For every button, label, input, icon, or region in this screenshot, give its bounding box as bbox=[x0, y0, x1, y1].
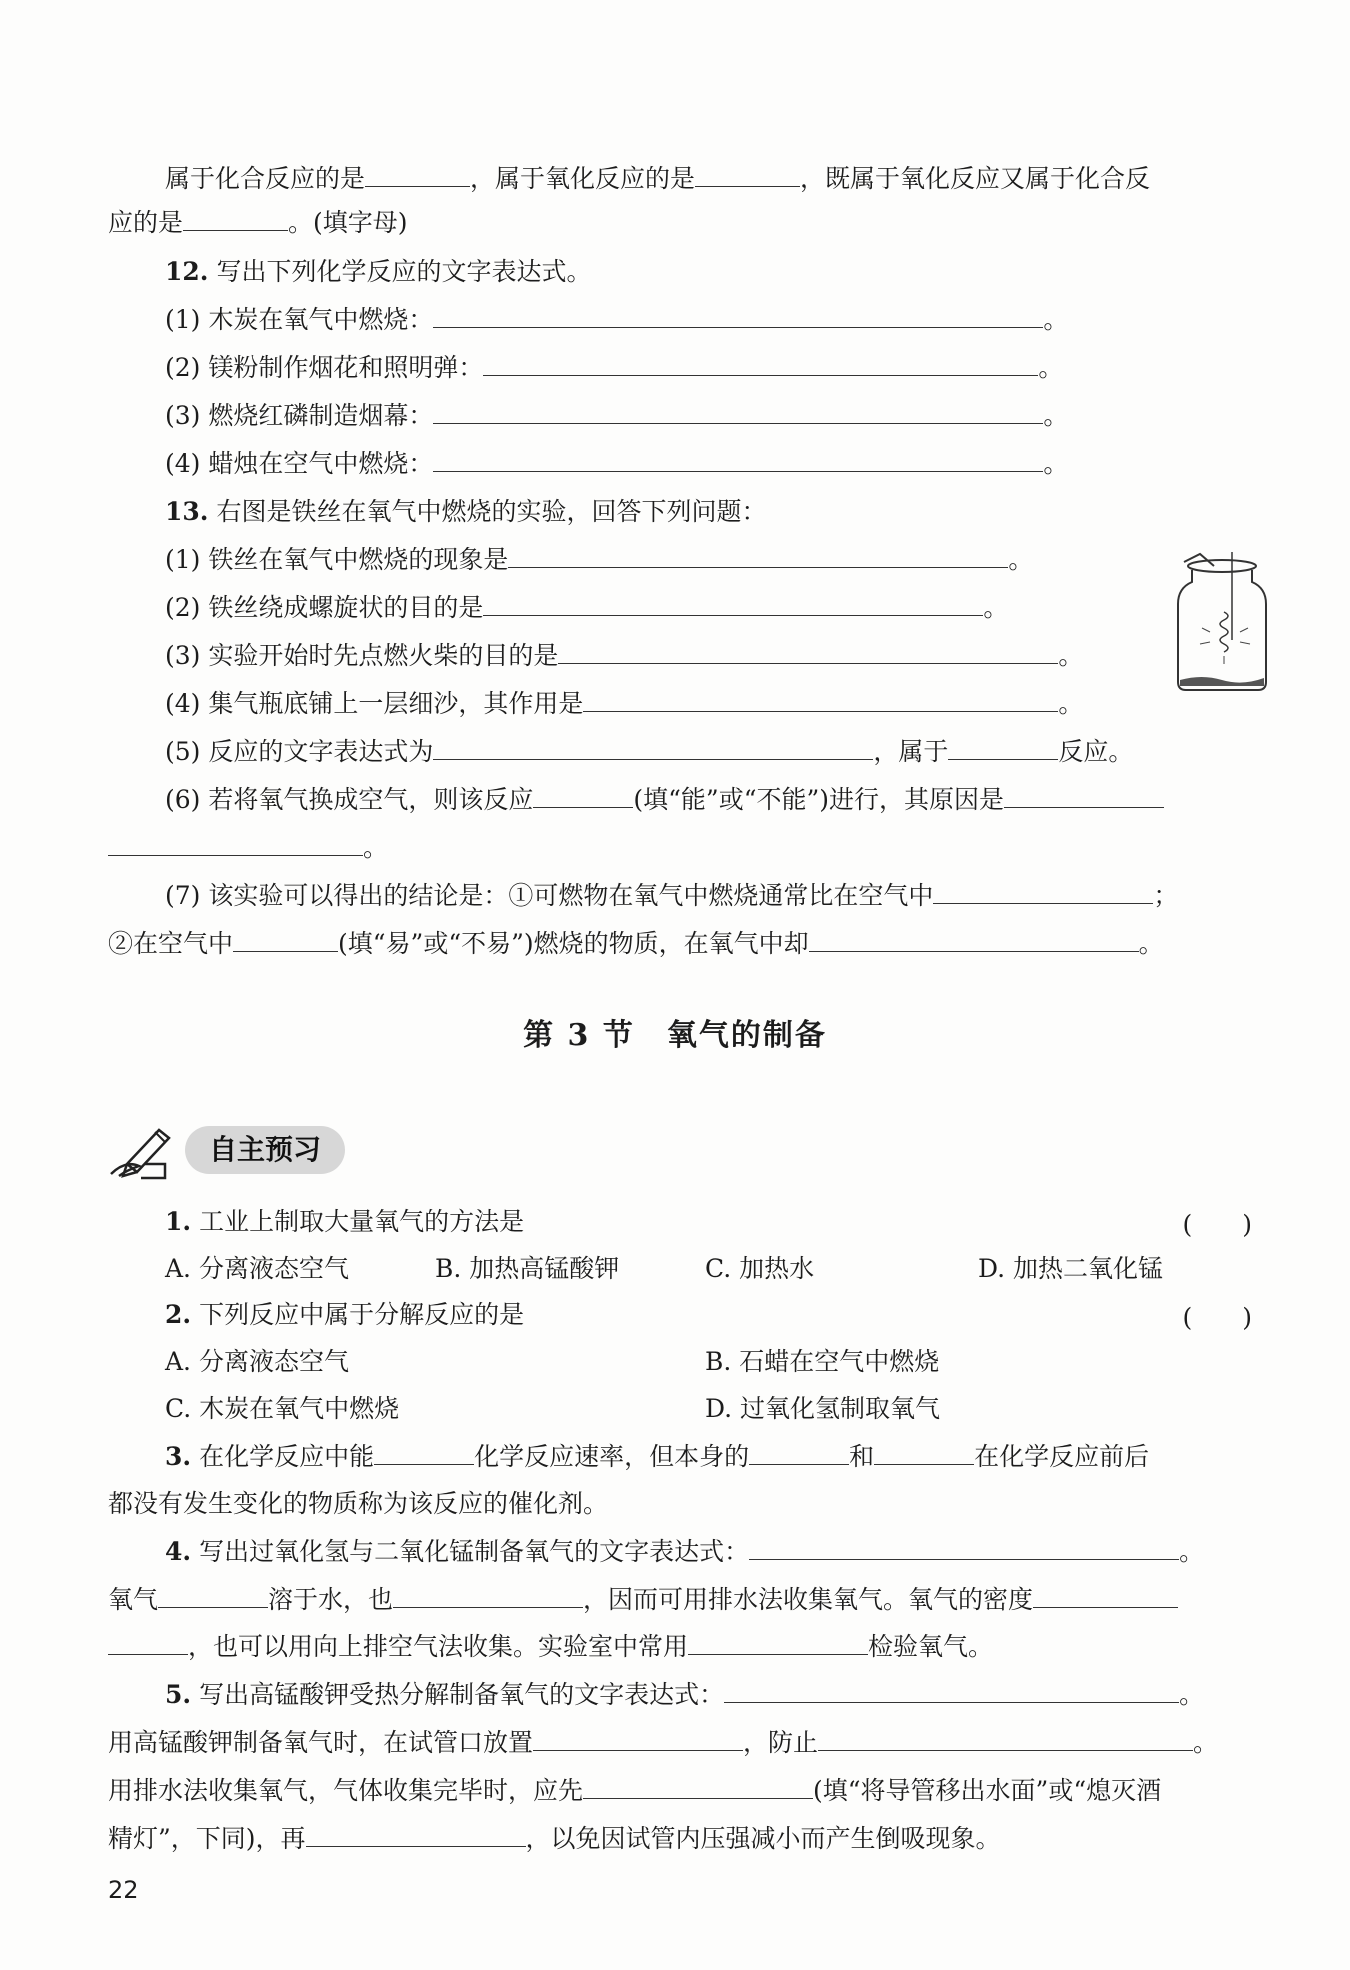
period: 。 bbox=[363, 833, 389, 862]
p4-line-1 bbox=[165, 1535, 1315, 1569]
answer-blank[interactable] bbox=[583, 687, 1058, 712]
question-text: 化学反应速率，但本身的 bbox=[474, 1442, 750, 1471]
q12-item-3 bbox=[165, 399, 1315, 433]
answer-blank[interactable] bbox=[1004, 783, 1164, 808]
item-text: (3) 实验开始时先点燃火柴的目的是 bbox=[165, 641, 559, 670]
q11-text: 应的是 bbox=[108, 208, 184, 237]
question-text: 写出高锰酸钾受热分解制备氧气的文字表达式： bbox=[199, 1680, 725, 1709]
answer-blank[interactable] bbox=[158, 1583, 268, 1608]
period: 。 bbox=[1038, 353, 1064, 382]
question-number: 5. bbox=[165, 1680, 192, 1709]
item-text: (1) 铁丝在氧气中燃烧的现象是 bbox=[165, 545, 509, 574]
item-text: (3) 燃烧红磷制造烟幕： bbox=[165, 401, 434, 430]
q11-text: 属于化合反应的是 bbox=[165, 164, 366, 193]
answer-blank[interactable] bbox=[558, 639, 1058, 664]
answer-blank[interactable] bbox=[108, 1630, 188, 1655]
question-text: ，也可以用向上排空气法收集。实验室中常用 bbox=[188, 1632, 689, 1661]
q12-item-2 bbox=[165, 351, 1315, 385]
q12-item-1 bbox=[165, 303, 1315, 337]
item-text: (6) 若将氧气换成空气，则该反应 bbox=[165, 785, 534, 814]
answer-blank[interactable] bbox=[433, 303, 1043, 328]
q13-item-3 bbox=[165, 639, 1315, 673]
answer-blank[interactable] bbox=[533, 1726, 743, 1751]
question-text: ，以免因试管内压强减小而产生倒吸现象。 bbox=[525, 1824, 1001, 1853]
answer-blank[interactable] bbox=[393, 1583, 583, 1608]
p4-line-2 bbox=[108, 1583, 1258, 1617]
item-text: ②在空气中 bbox=[108, 929, 234, 958]
answer-blank[interactable] bbox=[306, 1822, 526, 1847]
q11-text: ，既属于氧化反应又属于化合反 bbox=[800, 164, 1151, 193]
q13-item-6-cont bbox=[108, 831, 1258, 865]
period: 。 bbox=[1058, 641, 1084, 670]
question-number: 4. bbox=[165, 1537, 192, 1566]
question-text: 在化学反应中能 bbox=[199, 1442, 375, 1471]
question-number: 13. bbox=[165, 497, 209, 526]
answer-blank[interactable] bbox=[108, 831, 363, 856]
q13-item-1 bbox=[165, 543, 1315, 577]
preview-header bbox=[105, 1120, 321, 1180]
p2-stem bbox=[165, 1298, 1315, 1332]
answer-blank[interactable] bbox=[874, 1440, 974, 1465]
item-text: (填“能”或“不能”)进行，其原因是 bbox=[633, 785, 1005, 814]
period: 。 bbox=[1138, 929, 1164, 958]
question-text: 都没有发生变化的物质称为该反应的催化剂。 bbox=[108, 1489, 609, 1518]
answer-blank[interactable] bbox=[724, 1678, 1179, 1703]
option-d[interactable]: D. 过氧化氢制取氧气 bbox=[705, 1394, 941, 1423]
q13-item-2 bbox=[165, 591, 1315, 625]
answer-blank[interactable] bbox=[749, 1535, 1179, 1560]
question-number: 2. bbox=[165, 1300, 192, 1329]
preview-label: 自主预习 bbox=[185, 1126, 345, 1174]
answer-blank[interactable] bbox=[749, 1440, 849, 1465]
answer-blank[interactable] bbox=[483, 591, 983, 616]
question-number: 1. bbox=[165, 1207, 192, 1236]
question-text: 溶于水，也 bbox=[268, 1585, 394, 1614]
answer-blank[interactable] bbox=[433, 447, 1043, 472]
question-text: 在化学反应前后 bbox=[974, 1442, 1150, 1471]
question-text: 和 bbox=[849, 1442, 875, 1471]
answer-blank[interactable] bbox=[533, 783, 633, 808]
item-text: (7) 该实验可以得出的结论是：①可燃物在氧气中燃烧通常比在空气中 bbox=[165, 881, 934, 910]
q11-line-2 bbox=[108, 206, 1258, 240]
question-text: ，防止 bbox=[743, 1728, 819, 1757]
answer-blank[interactable] bbox=[688, 1630, 868, 1655]
p4-line-3 bbox=[108, 1630, 1258, 1664]
q13-item-5 bbox=[165, 735, 1315, 769]
q11-line-1 bbox=[165, 162, 1315, 196]
question-text: 精灯”，下同)，再 bbox=[108, 1824, 306, 1853]
semicolon: ； bbox=[1153, 881, 1179, 910]
option-b[interactable]: B. 加热高锰酸钾 bbox=[435, 1254, 620, 1283]
question-stem: 右图是铁丝在氧气中燃烧的实验，回答下列问题： bbox=[216, 497, 767, 526]
answer-blank[interactable] bbox=[583, 1774, 813, 1799]
item-text: (4) 蜡烛在空气中燃烧： bbox=[165, 449, 434, 478]
p5-line-1 bbox=[165, 1678, 1315, 1712]
question-text: (填“将导管移出水面”或“熄灭酒 bbox=[813, 1776, 1162, 1805]
gas-bottle-iron-wire-illustration bbox=[1172, 552, 1272, 702]
option-c[interactable]: C. 木炭在氧气中燃烧 bbox=[165, 1394, 400, 1423]
answer-blank[interactable] bbox=[233, 927, 338, 952]
option-c[interactable]: C. 加热水 bbox=[705, 1254, 815, 1283]
period: 。 bbox=[1043, 305, 1069, 334]
p5-line-3 bbox=[108, 1774, 1258, 1808]
question-text: 用高锰酸钾制备氧气时，在试管口放置 bbox=[108, 1728, 534, 1757]
p1-stem bbox=[165, 1205, 1315, 1239]
option-a[interactable]: A. 分离液态空气 bbox=[165, 1254, 349, 1283]
option-a[interactable]: A. 分离液态空气 bbox=[165, 1347, 349, 1376]
q13-item-7-cont bbox=[108, 927, 1258, 961]
q11-text: 。(填字母) bbox=[288, 208, 408, 237]
q12-item-4 bbox=[165, 447, 1315, 481]
question-stem: 工业上制取大量氧气的方法是 bbox=[199, 1207, 525, 1236]
period: 。 bbox=[1058, 689, 1084, 718]
answer-blank[interactable] bbox=[933, 879, 1153, 904]
pencil-writing-icon bbox=[105, 1120, 177, 1180]
q12-stem bbox=[165, 255, 1315, 289]
answer-blank[interactable] bbox=[508, 543, 1008, 568]
answer-blank[interactable] bbox=[365, 162, 470, 187]
period: 。 bbox=[1179, 1680, 1205, 1709]
item-text: (填“易”或“不易”)燃烧的物质，在氧气中却 bbox=[338, 929, 809, 958]
question-number: 3. bbox=[165, 1442, 192, 1471]
q13-stem bbox=[165, 495, 1315, 529]
period: 。 bbox=[1179, 1537, 1205, 1566]
answer-blank[interactable] bbox=[695, 162, 800, 187]
item-text: (2) 镁粉制作烟花和照明弹： bbox=[165, 353, 484, 382]
answer-blank[interactable] bbox=[374, 1440, 474, 1465]
question-text: 写出过氧化氢与二氧化锰制备氧气的文字表达式： bbox=[199, 1537, 750, 1566]
answer-blank[interactable] bbox=[809, 927, 1139, 952]
answer-blank[interactable] bbox=[183, 206, 288, 231]
item-text: (4) 集气瓶底铺上一层细沙，其作用是 bbox=[165, 689, 584, 718]
section-title: 第 3 节 氧气的制备 bbox=[523, 1018, 827, 1053]
q11-text: ，属于氧化反应的是 bbox=[470, 164, 696, 193]
question-stem: 下列反应中属于分解反应的是 bbox=[199, 1300, 525, 1329]
item-text: (2) 铁丝绕成螺旋状的目的是 bbox=[165, 593, 484, 622]
item-text: (5) 反应的文字表达式为 bbox=[165, 737, 434, 766]
q13-item-4 bbox=[165, 687, 1315, 721]
q13-item-6 bbox=[165, 783, 1315, 817]
period: 。 bbox=[1043, 401, 1069, 430]
period: 。 bbox=[1008, 545, 1034, 574]
answer-parentheses[interactable]: ( ) bbox=[1182, 1303, 1252, 1332]
p5-line-4 bbox=[108, 1822, 1258, 1856]
answer-parentheses[interactable]: ( ) bbox=[1182, 1210, 1252, 1239]
answer-blank[interactable] bbox=[433, 399, 1043, 424]
question-text: 用排水法收集氧气，气体收集完毕时，应先 bbox=[108, 1776, 584, 1805]
p5-line-2 bbox=[108, 1726, 1258, 1760]
answer-blank[interactable] bbox=[818, 1726, 1193, 1751]
option-d[interactable]: D. 加热二氧化锰 bbox=[978, 1254, 1164, 1283]
question-stem: 写出下列化学反应的文字表达式。 bbox=[216, 257, 592, 286]
question-text: ，因而可用排水法收集氧气。氧气的密度 bbox=[583, 1585, 1034, 1614]
item-text: ，属于 bbox=[873, 737, 949, 766]
item-text: 反应。 bbox=[1058, 737, 1134, 766]
p3-line-1 bbox=[165, 1440, 1315, 1474]
question-text: 检验氧气。 bbox=[868, 1632, 994, 1661]
question-text: 氧气 bbox=[108, 1585, 159, 1614]
answer-blank[interactable] bbox=[1033, 1583, 1178, 1608]
period: 。 bbox=[983, 593, 1009, 622]
period: 。 bbox=[1193, 1728, 1219, 1757]
p3-line-2 bbox=[108, 1487, 1258, 1521]
option-b[interactable]: B. 石蜡在空气中燃烧 bbox=[705, 1347, 940, 1376]
question-number: 12. bbox=[165, 257, 209, 286]
answer-blank[interactable] bbox=[483, 351, 1038, 376]
q13-item-7 bbox=[165, 879, 1315, 913]
page-number: 22 bbox=[108, 1876, 139, 1904]
answer-blank[interactable] bbox=[433, 735, 873, 760]
period: 。 bbox=[1043, 449, 1069, 478]
answer-blank[interactable] bbox=[948, 735, 1058, 760]
item-text: (1) 木炭在氧气中燃烧： bbox=[165, 305, 434, 334]
